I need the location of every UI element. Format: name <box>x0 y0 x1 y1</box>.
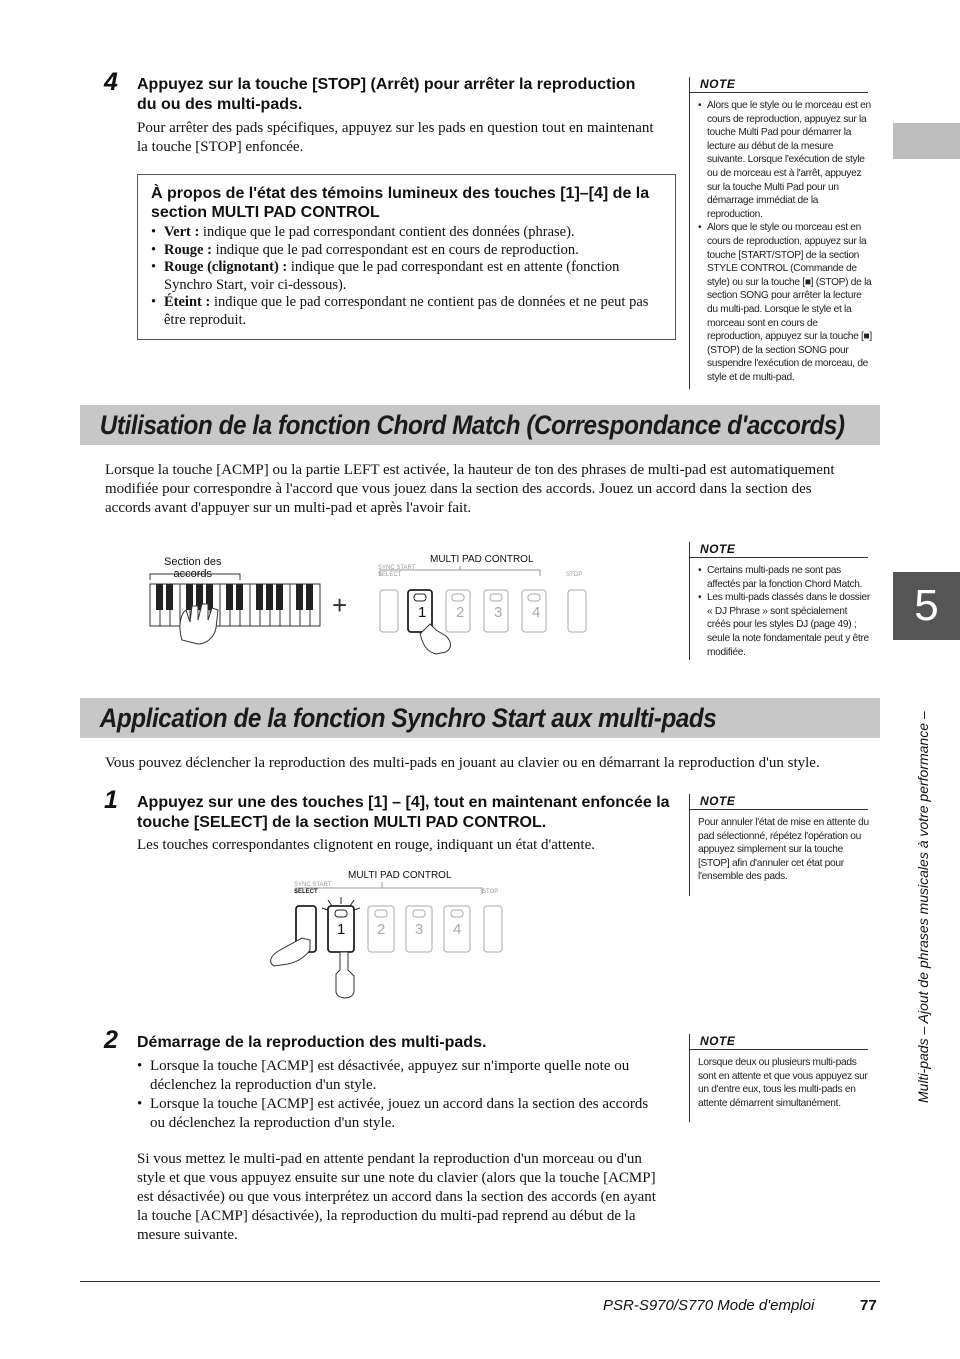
note-item: • Certains multi-pads ne sont pas affectés par la fonction Chord Match. <box>698 564 872 591</box>
note-label: NOTE <box>690 794 868 810</box>
step-number: 1 <box>104 786 118 814</box>
section-body: Lorsque la touche [ACMP] ou la partie LEFT est activée, la hauteur de ton des phrases de multi-pad est automatiquement modifiée pour correspondre à l'accord que vous jouez dans la section des accords. Jouez un accord dans la section des accords avant d'appuyer sur un multi-pad et après l'avoir fait. <box>105 462 835 516</box>
section-title: Utilisation de la fonction Chord Match (Correspondance d'accords) <box>99 410 845 440</box>
note-item: • Alors que le style ou le morceau est en cours de reproduction, appuyez sur la touche Multi Pad pour démarrer la lecture au début de la mesure suivante. Lorsque l'exécution de style ou de morceau est à l'arrêt, appuyez sur la touche Multi Pad pour un démarrage immédiat de la reproduction. <box>698 99 872 221</box>
stop-label: STOP <box>566 572 583 578</box>
step-body: Si vous mettez le multi-pad en attente pendant la reproduction d'un morceau ou d'un style et que vous appuyez ensuite sur une note du clavier (alors que la touche [ACMP] est désactivée) ou que vous interprétez un accord dans la section des accords (en ayant la touche [ACMP] désactivée), la reproduction du multi-pad reprend au début de la mesure suivante. <box>137 1151 656 1243</box>
note-item: Pour annuler l'état de mise en attente du pad sélectionné, répétez l'opération ou appuyez simplement sur la touche [STOP] afin d'annuler cet état pour l'ensemble des pads. <box>698 817 869 883</box>
note-block <box>689 794 880 896</box>
footer-manual-name: PSR-S970/S770 Mode d'emploi <box>603 1297 815 1314</box>
step-number: 4 <box>104 68 118 96</box>
note-block <box>689 77 880 389</box>
step-title: Démarrage de la reproduction des multi-pads. <box>137 1034 487 1051</box>
keyboard-illustration <box>150 584 320 644</box>
lamp-status-box <box>137 174 676 340</box>
pad-label: 3 <box>494 604 503 621</box>
chord-match-diagram <box>140 548 600 660</box>
lamp-status-list <box>151 224 666 329</box>
pad-label: 1 <box>418 604 427 621</box>
step-title: Appuyez sur la touche [STOP] (Arrêt) pour arrêter la reproduction du ou des multi-pads. <box>137 76 636 113</box>
note-block <box>689 542 880 660</box>
step-body: Pour arrêter des pads spécifiques, appuyez sur les pads en question tout en maintenant la touche [STOP] enfoncée. <box>137 120 654 155</box>
pad-label: 3 <box>415 921 424 938</box>
panel-title: MULTI PAD CONTROL <box>348 870 452 881</box>
list-item: • Vert : indique que le pad correspondant contient des données (phrase). <box>151 224 666 242</box>
list-item: • Lorsque la touche [ACMP] est désactivée, appuyez sur n'importe quelle note ou déclenchez la reproduction d'un style. <box>137 1057 665 1095</box>
sync-start-label: SYNC START <box>294 882 332 888</box>
select-label: SELECT <box>294 889 318 895</box>
chord-section-label: Section des accords <box>164 556 222 580</box>
section-title: Application de la fonction Synchro Start aux multi-pads <box>99 703 717 733</box>
synchro-start-diagram <box>262 866 512 1006</box>
step-title: Appuyez sur une des touches [1] – [4], tout en maintenant enfoncée la touche [SELECT] de la section MULTI PAD CONTROL. <box>137 794 670 831</box>
side-tab-marker <box>893 123 960 159</box>
pad-label: 2 <box>377 921 386 938</box>
stop-label: STOP <box>482 889 499 895</box>
chapter-title-vertical: Multi-pads – Ajout de phrases musicales à votre performance – <box>915 711 931 1103</box>
pad-label: 2 <box>456 604 465 621</box>
list-item: • Rouge (clignotant) : indique que le pad correspondant est en attente (fonction Synchro Start, voir ci-dessous). <box>151 259 666 294</box>
section-banner <box>80 405 880 445</box>
select-label: SELECT <box>378 572 402 578</box>
panel-title: MULTI PAD CONTROL <box>430 554 534 565</box>
pad-label: 4 <box>453 921 462 938</box>
list-item: • Éteint : indique que le pad correspondant ne contient pas de données et ne peut pas être reproduit. <box>151 294 666 329</box>
footer-divider <box>80 1281 880 1282</box>
note-item: • Alors que le style ou morceau est en cours de reproduction, appuyez sur la touche [START/STOP] de la section STYLE CONTROL (Commande de style) ou sur la touche [■] (STOP) de la section SONG pour arrêter la lecture du multi-pad. Lorsque le style et la morceau sont en cours de reproduction, appuyez sur la touche [■] (STOP) de la section SONG pour suspendre l'exécution de morceau, de style et de multi-pad. <box>698 221 872 384</box>
note-label: NOTE <box>690 77 868 93</box>
note-item: • Les multi-pads classés dans le dossier « DJ Phrase » sont spécialement créés pour les styles DJ (page 49) ; seule la note fondamentale peut y être modifiée. <box>698 591 872 659</box>
list-item: • Rouge : indique que le pad correspondant est en cours de reproduction. <box>151 242 666 260</box>
note-item: Lorsque deux ou plusieurs multi-pads sont en attente et que vous appuyez sur un d'entre eux, tous les multi-pads en attente démarrent simultanément. <box>698 1057 868 1109</box>
note-label: NOTE <box>690 542 868 558</box>
sync-start-label: SYNC START <box>378 565 416 571</box>
section-body: Vous pouvez déclencher la reproduction des multi-pads en jouant au clavier ou en démarrant la reproduction d'un style. <box>105 755 820 771</box>
page-number: 77 <box>860 1297 877 1314</box>
chapter-tab: 5 <box>893 572 960 640</box>
box-title: À propos de l'état des témoins lumineux des touches [1]–[4] de la section MULTI PAD CONTROL <box>151 185 650 221</box>
pad-label: 1 <box>337 921 346 938</box>
plus-sign: + <box>332 590 348 620</box>
section-banner <box>80 698 880 738</box>
step-bullets <box>137 1057 665 1133</box>
step-body: Les touches correspondantes clignotent en rouge, indiquant un état d'attente. <box>137 837 595 853</box>
note-block <box>689 1034 880 1122</box>
note-label: NOTE <box>690 1034 868 1050</box>
pad-label: 4 <box>532 604 541 621</box>
list-item: • Lorsque la touche [ACMP] est activée, jouez un accord dans la section des accords ou déclenchez la reproduction d'un style. <box>137 1095 665 1133</box>
step-number: 2 <box>104 1026 118 1054</box>
